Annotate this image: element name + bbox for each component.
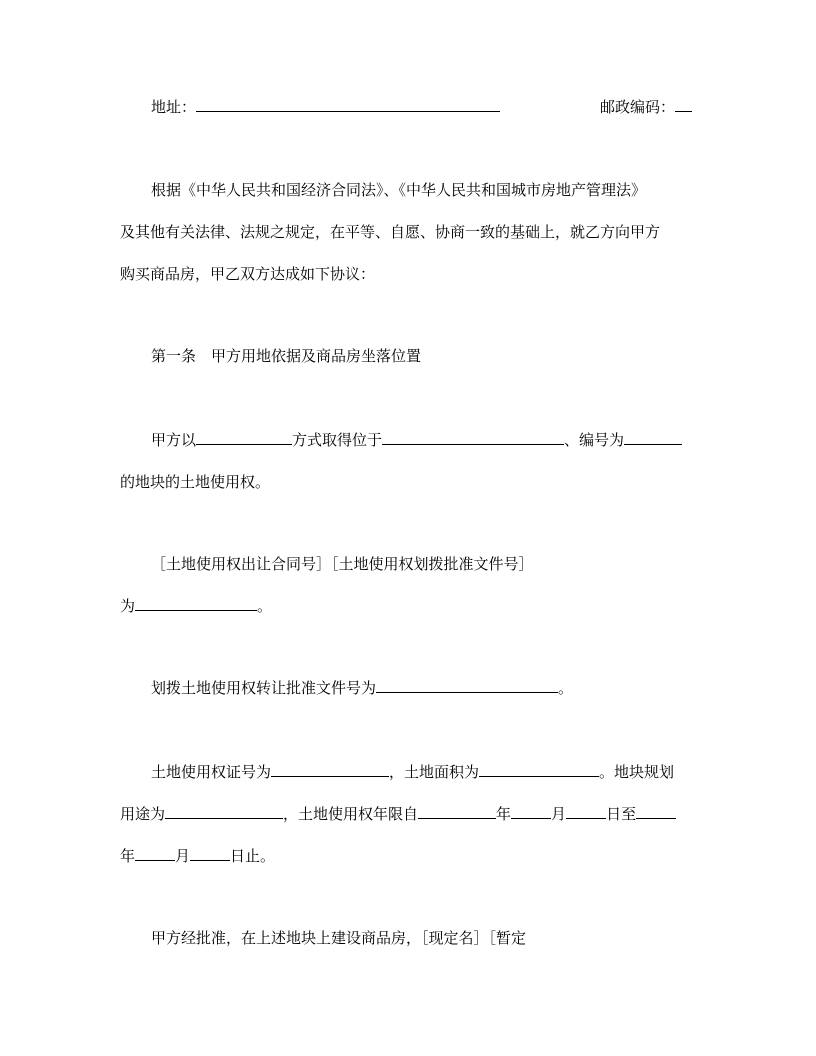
transfer-text-1: 划拨土地使用权转让批准文件号为 <box>151 679 377 697</box>
land-usage-blank[interactable] <box>165 804 283 819</box>
plot-number-blank[interactable] <box>624 430 682 445</box>
preamble-line-1: 根据《中华人民共和国经济合同法》、《中华人民共和国城市房地产管理法》 <box>151 181 647 199</box>
land-line-2: 的地块的土地使用权。 <box>120 473 271 491</box>
transfer-text-2: 。 <box>558 679 574 697</box>
postcode-label: 邮政编码： <box>600 98 676 116</box>
contract-option-allocation: ［土地使用权划拨批准文件号］ <box>331 555 534 573</box>
certificate-line-2 <box>120 804 676 824</box>
land-text-1: 甲方以 <box>151 431 197 449</box>
start-month-blank[interactable] <box>511 804 551 819</box>
location-blank[interactable] <box>382 430 564 445</box>
contract-number-line <box>120 596 272 616</box>
certificate-text-2: ，土地面积为 <box>389 763 480 781</box>
certificate-text-5: ，土地使用权年限自 <box>283 805 419 823</box>
month-label: 月 <box>551 805 567 823</box>
certificate-text-1: 土地使用权证号为 <box>151 763 272 781</box>
building-line: 甲方经批准，在上述地块上建设商品房，［现定名］［暂定 <box>151 929 527 947</box>
start-year-blank[interactable] <box>418 804 496 819</box>
end-month-blank[interactable] <box>135 846 175 861</box>
certificate-text-4: 用途为 <box>120 805 166 823</box>
end-day-blank[interactable] <box>190 846 230 861</box>
preamble-line-3: 购买商品房，甲乙双方达成如下协议： <box>120 265 376 283</box>
contract-options-line <box>151 554 534 574</box>
land-line-1 <box>151 430 682 450</box>
postcode-line <box>600 97 692 117</box>
postcode-blank[interactable] <box>675 97 692 112</box>
end-year-blank[interactable] <box>636 804 676 819</box>
start-day-blank[interactable] <box>566 804 606 819</box>
contract-option-grant: ［土地使用权出让合同号］ <box>151 555 332 573</box>
land-area-blank[interactable] <box>479 762 599 777</box>
contract-number-text-1: 为 <box>120 597 136 615</box>
year-label: 年 <box>496 805 512 823</box>
article-1-heading: 第一条 甲方用地依据及商品房坐落位置 <box>151 347 422 365</box>
certificate-line-3 <box>120 846 275 866</box>
land-text-2: 方式取得位于 <box>292 431 383 449</box>
land-text-3: 、编号为 <box>564 431 625 449</box>
end-month-label: 月 <box>175 847 191 865</box>
contract-number-blank[interactable] <box>135 596 257 611</box>
transfer-line <box>151 678 573 698</box>
certificate-text-3: 。地块规划 <box>599 763 675 781</box>
day-end-label: 日止。 <box>230 847 276 865</box>
contract-number-text-2: 。 <box>257 597 273 615</box>
address-line <box>151 97 500 117</box>
end-year-label: 年 <box>120 847 136 865</box>
transfer-number-blank[interactable] <box>376 678 558 693</box>
acquisition-method-blank[interactable] <box>196 430 292 445</box>
certificate-line-1 <box>151 762 674 782</box>
preamble-line-2: 及其他有关法律、法规之规定，在平等、自愿、协商一致的基础上，就乙方向甲方 <box>120 223 661 241</box>
certificate-number-blank[interactable] <box>271 762 389 777</box>
day-to-label: 日至 <box>606 805 637 823</box>
address-label: 地址： <box>151 98 197 116</box>
address-blank[interactable] <box>196 97 500 112</box>
